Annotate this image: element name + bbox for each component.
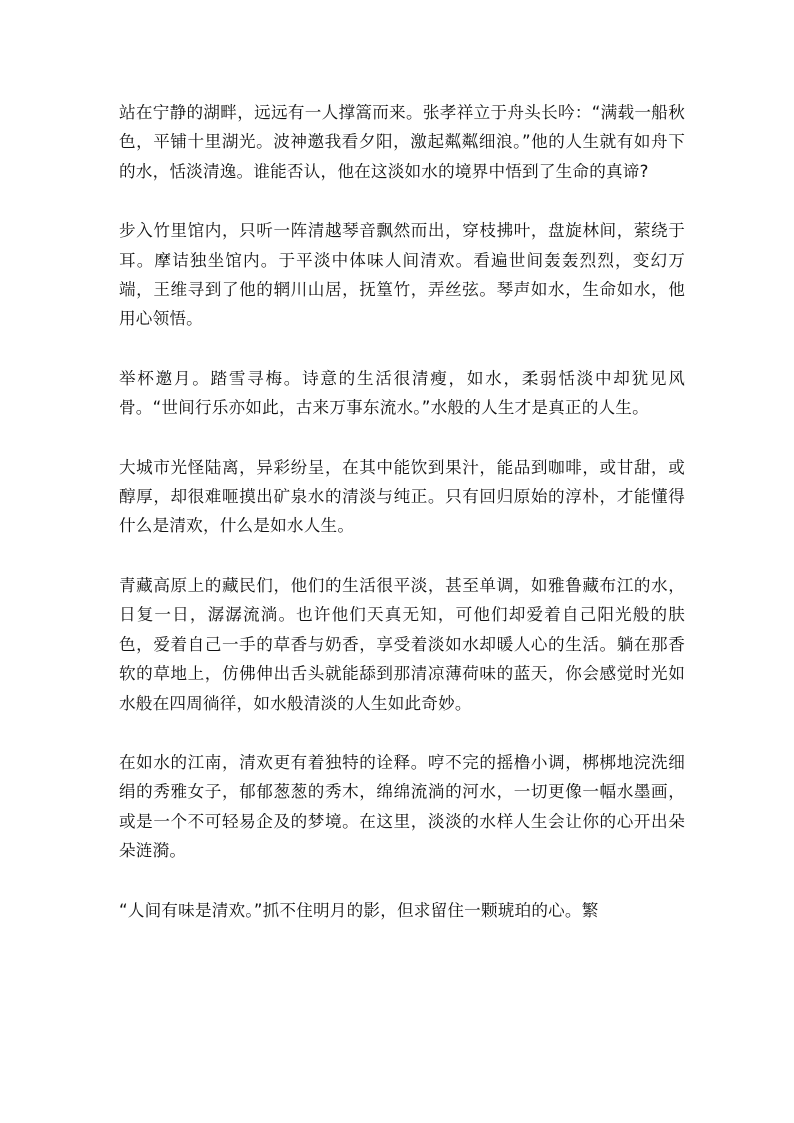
paragraph-5: 青藏高原上的藏民们，他们的生活很平淡，甚至单调，如雅鲁藏布江的水，日复一日，潺潺流淌。也许他们天真无知，可他们却爱着自己阳光般的肤色，爱着自己一手的草香与奶香，享受着淡如水却暖人心的生活。躺在那香软的草地上，仿佛伸出舌头就能舔到那清凉薄荷味的蓝天，你会感觉时光如水般在四周徜徉，如水般清淡的人生如此奇妙。 [119, 575, 685, 713]
paragraph-6: 在如水的江南，清欢更有着独特的诠释。哼不完的摇橹小调，梆梆地浣洗细绢的秀雅女子，郁郁葱葱的秀木，绵绵流淌的河水，一切更像一幅水墨画，或是一个不可轻易企及的梦境。在这里，淡淡的水样人生会让你的心开出朵朵涟漪。 [119, 752, 685, 861]
paragraph-4: 大城市光怪陆离，异彩纷呈，在其中能饮到果汁，能品到咖啡，或甘甜，或醇厚，却很难咂摸出矿泉水的清淡与纯正。只有回归原始的淳朴，才能懂得什么是清欢，什么是如水人生。 [119, 457, 685, 536]
document-body [119, 98, 685, 925]
paragraph-1: 站在宁静的湖畔，远远有一人撑篙而来。张孝祥立于舟头长吟：“满载一船秋色，平铺十里湖光。波神邀我看夕阳，激起粼粼细浪。”他的人生就有如舟下的水，恬淡清逸。谁能否认，他在这淡如水的境界中悟到了生命的真谛? [119, 103, 685, 181]
paragraph-2: 步入竹里馆内，只听一阵清越琴音飘然而出，穿枝拂叶，盘旋林间，萦绕于耳。摩诘独坐馆内。于平淡中体味人间清欢。看遍世间轰轰烈烈，变幻万端，王维寻到了他的辋川山居，抚篁竹，弄丝弦。琴声如水，生命如水，他用心领悟。 [119, 221, 685, 329]
paragraph-7: “人间有味是清欢。”抓不住明月的影，但求留住一颗琥珀的心。繁 [119, 900, 599, 920]
paragraph-3: 举杯邀月。踏雪寻梅。诗意的生活很清瘦，如水，柔弱恬淡中却犹见风骨。“世间行乐亦如此，古来万事东流水。”水般的人生才是真正的人生。 [119, 368, 685, 418]
